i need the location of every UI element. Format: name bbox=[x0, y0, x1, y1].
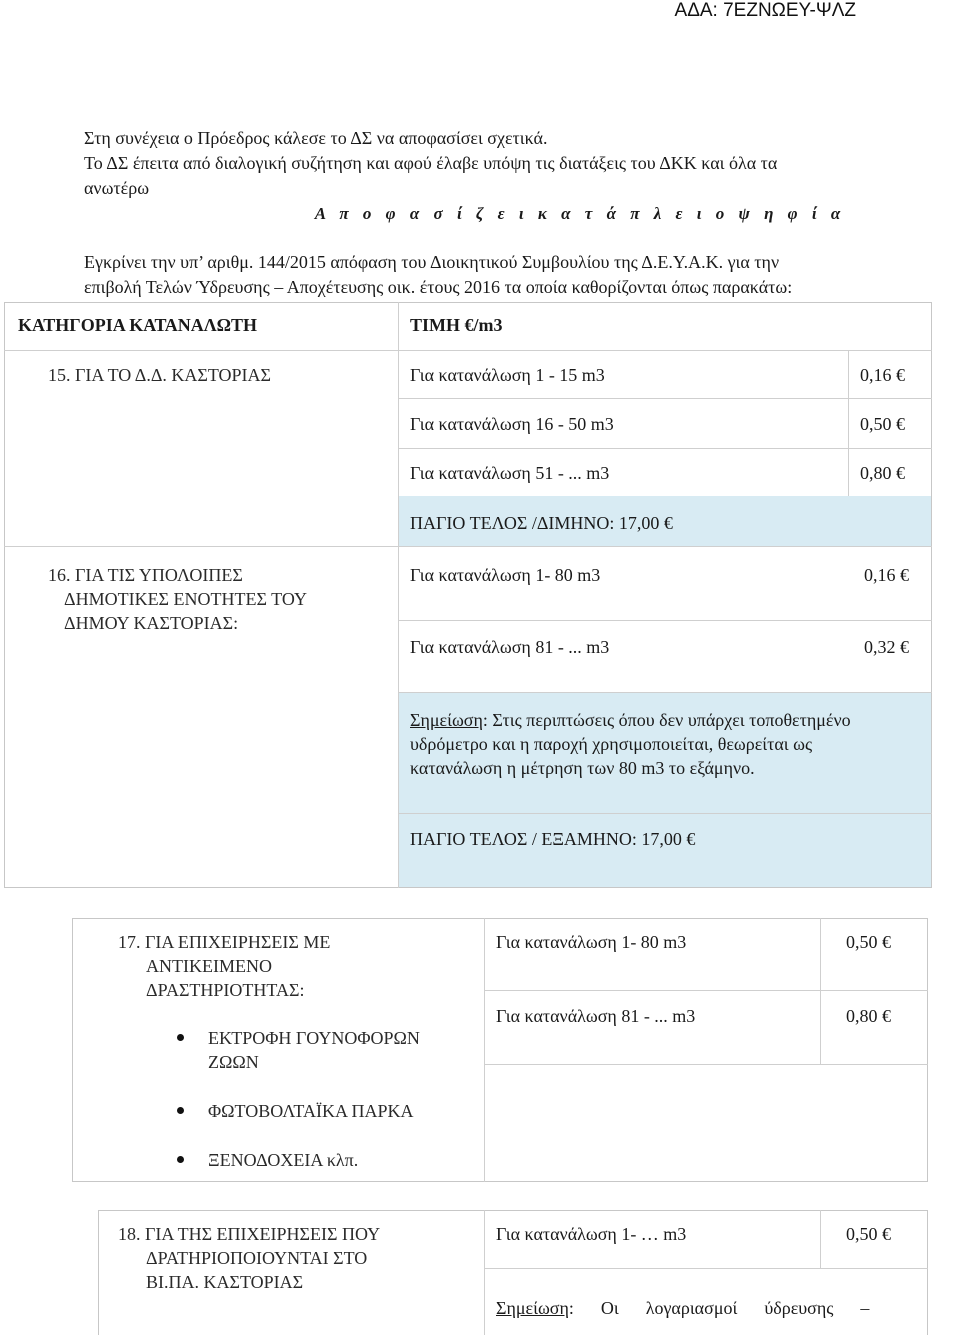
intro-line-1: Στη συνέχεια ο Πρόεδρος κάλεσε το ΔΣ να αποφασίσει σχετικά. bbox=[84, 128, 548, 148]
row-divider bbox=[484, 1268, 928, 1269]
bullet-icon bbox=[177, 1156, 184, 1163]
section-17-bullet-2: ΦΩΤΟΒΟΛΤΑΪΚΑ ΠΑΡΚΑ bbox=[208, 1101, 414, 1121]
section-17-title-line-2: ΑΝΤΙΚΕΙΜΕΝΟ bbox=[146, 956, 272, 976]
section-15-row-1-label: Για κατανάλωση 1 - 15 m3 bbox=[410, 365, 605, 385]
section-16-row-1-label: Για κατανάλωση 1- 80 m3 bbox=[410, 565, 601, 585]
approval-line-1: Εγκρίνει την υπ’ αριθμ. 144/2015 απόφαση του Διοικητικού Συμβουλίου της Δ.Ε.Υ.Α.Κ. για την bbox=[84, 252, 780, 272]
section-15-title: 15. ΓΙΑ ΤΟ Δ.Δ. ΚΑΣΤΟΡΙΑΣ bbox=[48, 365, 272, 385]
header-price: ΤΙΜΗ €/m3 bbox=[410, 315, 503, 335]
price-divider bbox=[848, 398, 849, 448]
section-15-row-1-price: 0,16 € bbox=[860, 365, 905, 385]
section-17-row-1-label: Για κατανάλωση 1- 80 m3 bbox=[496, 932, 687, 952]
header-category: ΚΑΤΗΓΟΡΙΑ ΚΑΤΑΝΑΛΩΤΗ bbox=[18, 315, 258, 335]
section-17-bullet-1-line-1: ΕΚΤΡΟΦΗ ΓΟΥΝΟΦΟΡΩΝ bbox=[208, 1028, 420, 1048]
intro-line-3: ανωτέρω bbox=[84, 178, 150, 198]
section-18-row-price: 0,50 € bbox=[846, 1224, 891, 1244]
section-18-row-label: Για κατανάλωση 1- … m3 bbox=[496, 1224, 687, 1244]
section-16-title-line-3: ΔΗΜΟΥ ΚΑΣΤΟΡΙΑΣ: bbox=[64, 613, 239, 633]
section-15-fee: ΠΑΓΙΟ ΤΕΛΟΣ /ΔΙΜΗΝΟ: 17,00 € bbox=[410, 513, 673, 533]
approval-line-2: επιβολή Τελών Ύδρευσης – Αποχέτευσης οικ. έτους 2016 τα οποία καθορίζονται όπως παρακάτω: bbox=[84, 277, 793, 297]
section-15-row-3-label: Για κατανάλωση 51 - ... m3 bbox=[410, 463, 610, 483]
section-18-title-line-2: ΔΡΑΤΗΡΙΟΠΟΙΟΥΝΤΑΙ ΣΤΟ bbox=[146, 1248, 368, 1268]
row-divider bbox=[398, 620, 932, 621]
section-17-bullet-1-line-2: ΖΩΩΝ bbox=[208, 1052, 259, 1072]
note-text: : Στις περιπτώσεις όπου δεν υπάρχει τοποθετημένο bbox=[482, 710, 851, 730]
section-16-row-2-label: Για κατανάλωση 81 - ... m3 bbox=[410, 637, 610, 657]
row-divider bbox=[484, 990, 928, 991]
section-16-note-line-1 bbox=[410, 708, 851, 732]
note-text: : Οι λογαριασμοί ύδρευσης – bbox=[568, 1298, 870, 1318]
section-16-row-2-price: 0,32 € bbox=[864, 637, 909, 657]
section-17-title-line-3: ΔΡΑΣΤΗΡΙΟΤΗΤΑΣ: bbox=[146, 980, 305, 1000]
table-column-divider bbox=[484, 918, 485, 1182]
section-16-fee: ΠΑΓΙΟ ΤΕΛΟΣ / ΕΞΑΜΗΝΟ: 17,00 € bbox=[410, 829, 696, 849]
price-divider bbox=[820, 1210, 821, 1268]
intro-line-2: Το ΔΣ έπειτα από διαλογική συζήτηση και αφού έλαβε υπόψη τις διατάξεις του ΔΚΚ και όλα τα bbox=[84, 153, 778, 173]
row-divider bbox=[484, 1064, 928, 1065]
section-16-note-line-3: κατανάλωση η μέτρηση των 80 m3 το εξάμηνο. bbox=[410, 758, 755, 778]
table-column-divider bbox=[484, 1210, 485, 1335]
section-15-row-3-price: 0,80 € bbox=[860, 463, 905, 483]
section-18-note bbox=[496, 1296, 869, 1320]
decision-heading: Α π ο φ α σ ί ζ ε ι κ α τ ά π λ ε ι ο ψ η φ ί α bbox=[314, 204, 846, 223]
section-18-title-line-1: 18. ΓΙΑ ΤΗΣ ΕΠΙΧΕΙΡΗΣΕΙΣ ΠΟΥ bbox=[118, 1224, 381, 1244]
document-code: ΑΔΑ: 7ΕΖΝΩΕΥ-ΨΛΖ bbox=[674, 0, 856, 21]
section-17-bullet-3: ΞΕΝΟΔΟΧΕΙΑ κλπ. bbox=[208, 1150, 359, 1170]
note-label: Σημείωση bbox=[496, 1298, 569, 1318]
section-16-title-line-1: 16. ΓΙΑ ΤΙΣ ΥΠΟΛΟΙΠΕΣ bbox=[48, 565, 243, 585]
section-16-title-line-2: ΔΗΜΟΤΙΚΕΣ ΕΝΟΤΗΤΕΣ ΤΟΥ bbox=[64, 589, 307, 609]
bullet-icon bbox=[177, 1107, 184, 1114]
section-15-row-2-price: 0,50 € bbox=[860, 414, 905, 434]
row-divider bbox=[398, 398, 932, 399]
price-divider bbox=[848, 448, 849, 496]
section-16-note-line-2: υδρόμετρο και η παροχή χρησιμοποιείται, θεωρείται ως bbox=[410, 734, 813, 754]
section-15-row-2-label: Για κατανάλωση 16 - 50 m3 bbox=[410, 414, 614, 434]
section-17-row-2-price: 0,80 € bbox=[846, 1006, 891, 1026]
price-divider bbox=[820, 918, 821, 1064]
row-divider bbox=[398, 448, 932, 449]
note-label: Σημείωση bbox=[410, 710, 483, 730]
section-divider bbox=[4, 546, 932, 547]
header-divider bbox=[4, 350, 932, 351]
section-17-row-2-label: Για κατανάλωση 81 - ... m3 bbox=[496, 1006, 696, 1026]
section-18-title-line-3: ΒΙ.ΠΑ. ΚΑΣΤΟΡΙΑΣ bbox=[146, 1272, 304, 1292]
price-divider bbox=[848, 350, 849, 398]
section-17-row-1-price: 0,50 € bbox=[846, 932, 891, 952]
section-17-title-line-1: 17. ΓΙΑ ΕΠΙΧΕΙΡΗΣΕΙΣ ΜΕ bbox=[118, 932, 331, 952]
bullet-icon bbox=[177, 1034, 184, 1041]
section-16-row-1-price: 0,16 € bbox=[864, 565, 909, 585]
